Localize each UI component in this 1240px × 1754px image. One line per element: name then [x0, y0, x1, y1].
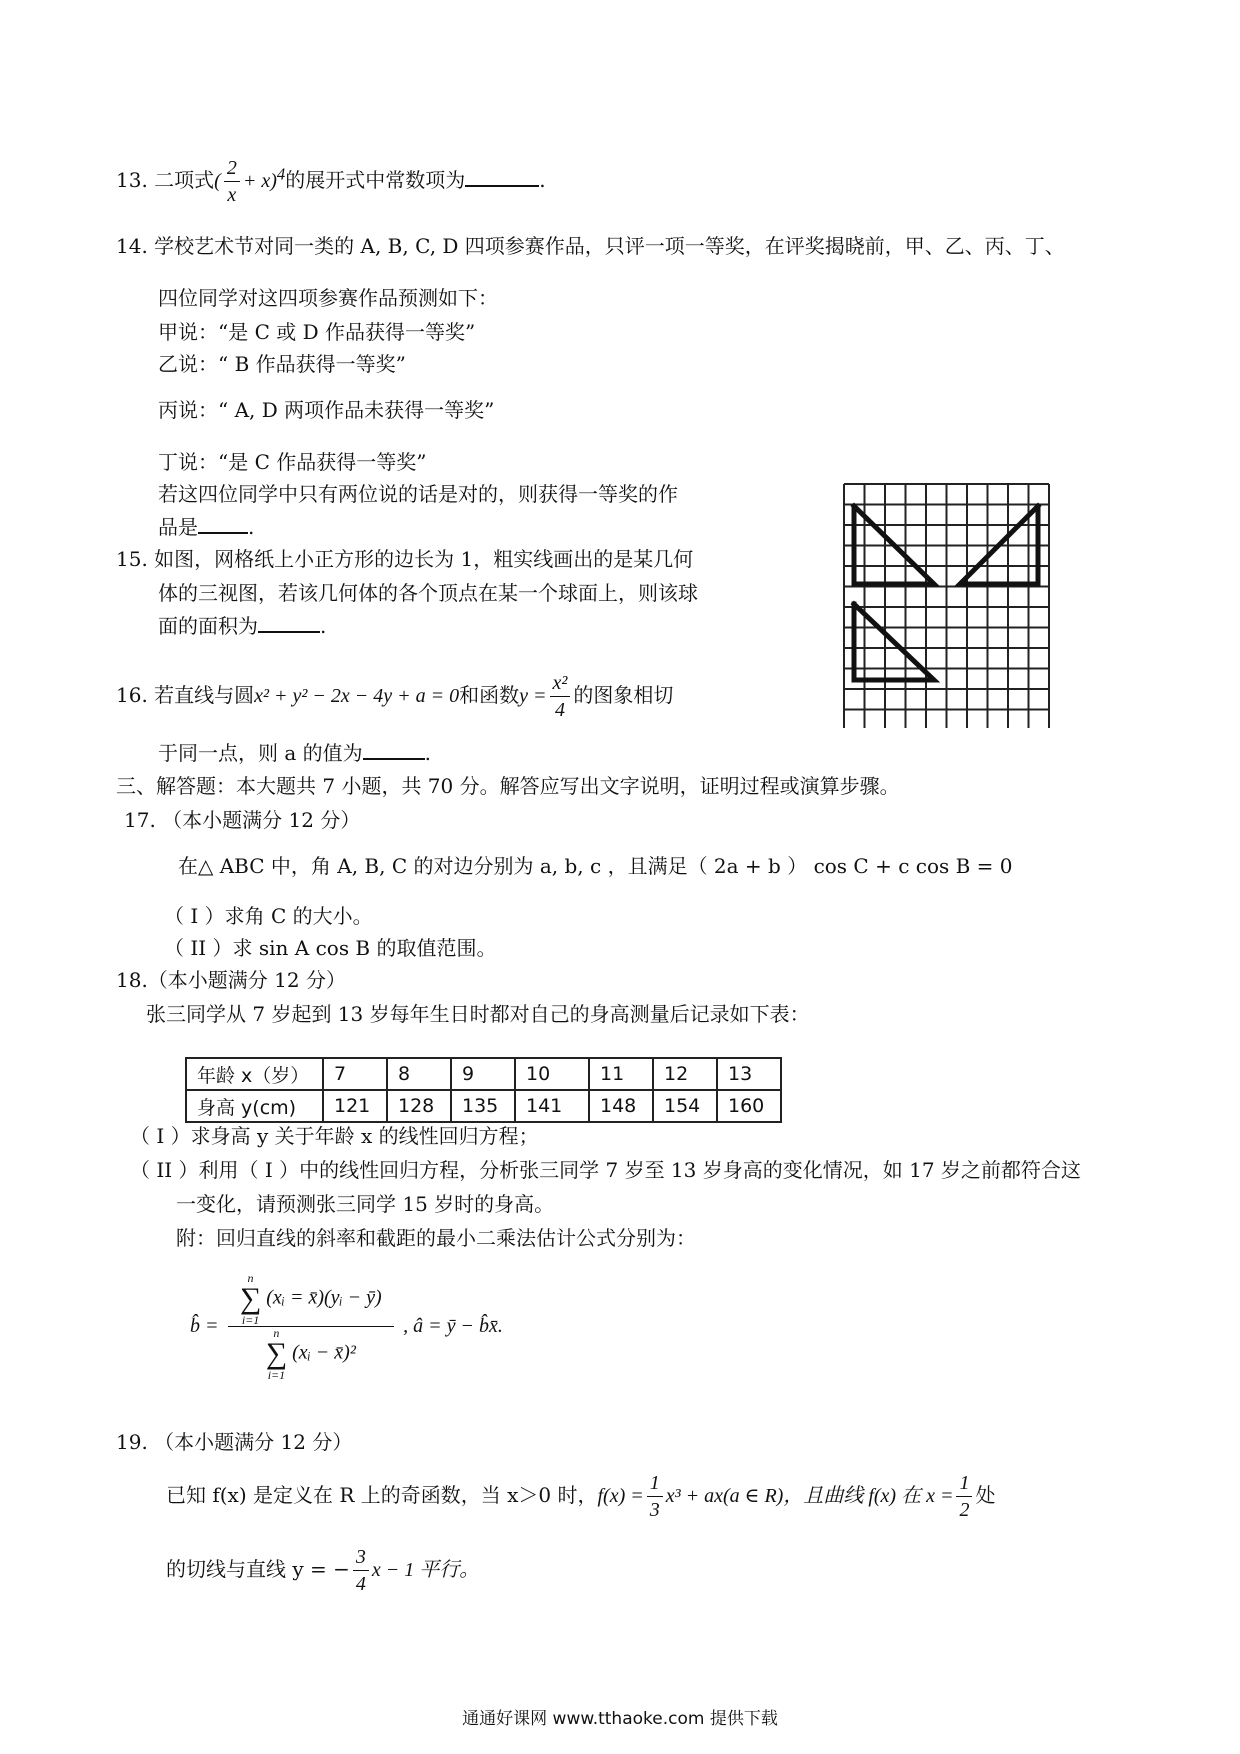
answer-blank [363, 738, 425, 760]
table-cell: 160 [717, 1090, 781, 1122]
question-number: 16. [116, 683, 148, 707]
page-footer: 通通好课网 www.tthaoke.com 提供下载 [462, 1709, 778, 1729]
question-19-heading: 19. （本小题满分 12 分） [116, 1430, 353, 1454]
question-18-intro: 张三同学从 7 岁起到 13 岁每年生日时都对自己的身高测量后记录如下表： [146, 1002, 810, 1026]
question-19-line2: 的切线与直线 y = − $\frac{3}{4}$ x − 1 平行。 [166, 1546, 480, 1595]
answer-blank [198, 512, 248, 534]
table-cell: 11 [589, 1058, 653, 1090]
question-14-line2: 四位同学对这四项参赛作品预测如下： [158, 286, 498, 310]
regression-formula [190, 1272, 503, 1381]
question-17-part1: （ I ）求角 C 的大小。 [164, 904, 373, 928]
denominator: (xᵢ − x̄)² [292, 1341, 356, 1364]
question-14-line1 [116, 232, 1065, 260]
question-number: 14. [116, 234, 148, 258]
question-18-part2-cont: 一变化，请预测张三同学 15 岁时的身高。 [176, 1192, 555, 1216]
sum-symbol: n ∑ i=1 [239, 1271, 262, 1327]
question-text: 若直线与圆 [154, 683, 255, 707]
table-cell: 12 [653, 1058, 717, 1090]
section-heading: 三、解答题：本大题共 7 小题，共 70 分。解答应写出文字说明，证明过程或演算步骤。 [116, 774, 900, 798]
question-15-line3: 面的面积为 . [158, 611, 326, 640]
answer-blank [465, 165, 539, 187]
exponent: 4 [276, 164, 286, 184]
question-19-line1: 已知 f(x) 是定义在 R 上的奇函数，当 x＞0 时，f(x) = $\frac{1}{3}$ x³ + ax(a ∈ R)，且曲线 f(x) 在 x = $\frac{1}{2}$ 处 [166, 1472, 996, 1521]
table-cell: 148 [589, 1090, 653, 1122]
table-header-cell: 身高 y(cm) [186, 1090, 323, 1122]
table-row [186, 1058, 781, 1090]
statement-bing: 丙说：“ A, D 两项作品未获得一等奖” [158, 398, 495, 422]
question-15-line2: 体的三视图，若该几何体的各个顶点在某一个球面上，则该球 [158, 581, 698, 605]
question-18-part1: （ I ）求身高 y 关于年龄 x 的线性回归方程； [130, 1124, 539, 1148]
question-14-line3: 若这四位同学中只有两位说的话是对的，则获得一等奖的作 [158, 482, 678, 506]
height-table [185, 1057, 782, 1123]
intercept-formula: , â = ȳ − b̂x̄. [403, 1315, 503, 1337]
question-number: 15. [116, 547, 148, 571]
table-row [186, 1090, 781, 1122]
table-cell: 135 [451, 1090, 515, 1122]
table-cell: 7 [323, 1058, 387, 1090]
fraction: $\frac{\text{x²}}{4}$ [550, 670, 571, 723]
answer-blank [258, 611, 320, 633]
table-cell: 13 [717, 1058, 781, 1090]
statement-ding: 丁说：“是 C 作品获得一等奖” [158, 450, 427, 474]
table-cell: 10 [515, 1058, 589, 1090]
question-text: 如图，网格纸上小正方形的边长为 1，粗实线画出的是某几何 [154, 547, 694, 571]
table-cell: 141 [515, 1090, 589, 1122]
table-header-cell: 年龄 x（岁） [186, 1058, 323, 1090]
table-cell: 128 [387, 1090, 451, 1122]
b-hat: b̂ = [190, 1315, 219, 1337]
question-18-part2: （ II ）利用（ I ）中的线性回归方程，分析张三同学 7 岁至 13 岁身高的变化情况，如 17 岁之前都符合这 [130, 1158, 1081, 1182]
question-18-note: 附：回归直线的斜率和截距的最小二乘法估计公式分别为： [176, 1226, 696, 1250]
function-lhs: y = [519, 685, 547, 707]
statement-yi: 乙说：“ B 作品获得一等奖” [158, 352, 406, 376]
question-number: 13. [116, 168, 148, 192]
slope-fraction [228, 1272, 394, 1381]
expression: + x) [242, 170, 277, 192]
circle-equation: x² + y² − 2x − 4y + a = 0 [254, 685, 460, 707]
question-16-line1: 16. 若直线与圆x² + y² − 2x − 4y + a = 0和函数y = $\frac{\text{x²}}{4}$ 的图象相切 [116, 672, 674, 721]
table-cell: 121 [323, 1090, 387, 1122]
question-text: 学校艺术节对同一类的 A, B, C, D 四项参赛作品，只评一项一等奖，在评奖揭晓前，甲、乙、丙、丁、 [154, 234, 1065, 258]
fraction: $\frac{1}{2}$ [956, 1470, 972, 1523]
table-cell: 9 [451, 1058, 515, 1090]
question-14-line4: 品是 . [158, 512, 254, 541]
question-17-body: 在△ ABC 中，角 A, B, C 的对边分别为 a, b, c ，且满足（ 2a + b ） cos C + c cos B = 0 [178, 854, 1013, 878]
sum-symbol: n ∑ i=1 [265, 1326, 288, 1382]
question-13: 13. 二项式( $\frac{2}{x}$ + x)$^4$的展开式中常数项为 . [116, 157, 546, 206]
fraction: $\frac{1}{3}$ [647, 1470, 663, 1523]
question-text: 二项式 [154, 168, 215, 192]
numerator: (xᵢ = x̄)(yᵢ − ȳ) [266, 1286, 382, 1309]
table-cell: 8 [387, 1058, 451, 1090]
question-16-line2: 于同一点，则 a 的值为 . [158, 738, 431, 767]
question-15-line1 [116, 545, 693, 573]
question-text: 的展开式中常数项为 [285, 168, 466, 192]
question-17-heading: 17. （本小题满分 12 分） [124, 808, 361, 832]
question-17-part2: （ II ）求 sin A cos B 的取值范围。 [164, 936, 497, 960]
question-18-heading: 18.（本小题满分 12 分） [116, 968, 346, 992]
table-cell: 154 [653, 1090, 717, 1122]
fraction: $\frac{3}{4}$ [353, 1544, 369, 1597]
fraction: $\frac{2}{x}$ [224, 155, 240, 208]
three-view-grid-figure [838, 480, 1062, 728]
statement-jia: 甲说：“是 C 或 D 作品获得一等奖” [158, 320, 476, 344]
